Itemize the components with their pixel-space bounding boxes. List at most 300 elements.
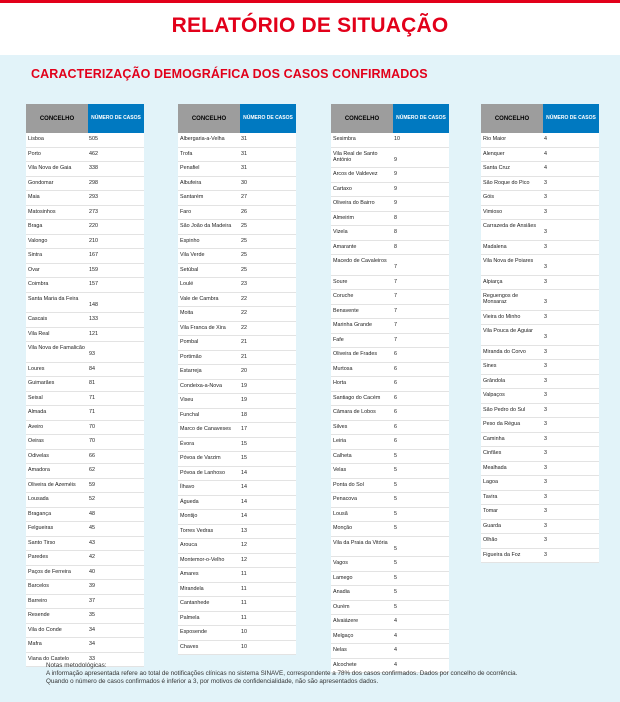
table-header — [481, 104, 599, 133]
table-row — [331, 255, 449, 276]
table-row — [481, 148, 599, 163]
table-row — [178, 235, 296, 250]
concelho-name: Benavente — [333, 307, 359, 314]
concelho-name: Montijo — [180, 513, 198, 519]
concelho-name: Albufeira — [180, 179, 202, 186]
table-row — [178, 568, 296, 583]
case-count: 22 — [241, 310, 247, 316]
table-row — [331, 615, 449, 630]
case-count: 19 — [241, 397, 247, 403]
case-count: 3 — [544, 229, 547, 235]
table-row — [331, 392, 449, 407]
concelho-name: Cinfães — [483, 450, 502, 456]
table-row — [481, 389, 599, 404]
concelho-name: Paredes — [28, 554, 49, 560]
table-row — [331, 644, 449, 659]
concelho-name: Vimioso — [483, 208, 503, 215]
case-count: 7 — [394, 264, 397, 270]
table-row — [178, 380, 296, 395]
table-row — [481, 162, 599, 177]
top-accent-bar — [0, 0, 620, 3]
case-count: 3 — [544, 537, 547, 543]
case-count: 133 — [89, 316, 98, 322]
case-count: 4 — [544, 136, 547, 142]
concelho-name: Almada — [28, 409, 47, 415]
case-count: 3 — [544, 208, 547, 215]
concelho-name: Lousã — [333, 510, 348, 517]
table-row — [26, 551, 144, 566]
case-count: 3 — [544, 363, 547, 369]
table-row — [331, 479, 449, 494]
table-row — [26, 133, 144, 148]
table-row — [331, 183, 449, 198]
concelho-name: Esposende — [180, 629, 207, 635]
table-row — [331, 522, 449, 537]
cases-header: NÚMERO DE CASOS — [393, 104, 449, 133]
concelho-name: Santo Tirso — [28, 539, 56, 546]
case-count: 11 — [241, 571, 247, 577]
concelho-name: Loures — [28, 365, 45, 372]
table-row — [481, 276, 599, 291]
table-row — [26, 580, 144, 595]
table-row — [26, 377, 144, 392]
case-count: 3 — [544, 435, 547, 442]
concelho-name: Loulé — [180, 281, 194, 287]
case-count: 21 — [241, 339, 247, 345]
table-row — [331, 276, 449, 291]
case-count: 17 — [241, 426, 247, 432]
case-count: 5 — [394, 589, 397, 595]
table-body — [26, 133, 144, 667]
case-count: 3 — [544, 179, 547, 186]
concelho-name: Figueira da Foz — [483, 551, 521, 558]
table-row — [481, 133, 599, 148]
concelho-name: Vagos — [333, 560, 348, 566]
table-row — [481, 476, 599, 491]
case-count: 66 — [89, 452, 95, 459]
table-row — [481, 375, 599, 390]
table-row — [481, 255, 599, 276]
table-body — [481, 133, 599, 563]
table-row — [331, 212, 449, 227]
concelho-name: Póvoa de Lanhoso — [180, 469, 225, 476]
cases-table-3 — [331, 104, 449, 673]
table-row — [178, 206, 296, 221]
case-count: 25 — [241, 266, 247, 273]
case-count: 3 — [544, 508, 547, 514]
table-row — [178, 452, 296, 467]
concelho-name: Palmela — [180, 614, 200, 621]
case-count: 6 — [394, 365, 397, 372]
case-count: 5 — [394, 545, 397, 552]
case-count: 14 — [241, 484, 247, 490]
concelho-name: Silves — [333, 423, 348, 430]
concelho-name: Évora — [180, 440, 195, 447]
notes-heading: Notas metodológicas: — [46, 662, 107, 669]
case-count: 31 — [241, 136, 247, 142]
case-count: 298 — [89, 179, 98, 186]
table-row — [331, 630, 449, 645]
case-count: 35 — [89, 612, 95, 618]
table-row — [331, 133, 449, 148]
case-count: 6 — [394, 438, 397, 444]
case-count: 10 — [394, 136, 400, 142]
table-row — [331, 305, 449, 320]
case-count: 27 — [241, 194, 247, 200]
table-row — [178, 612, 296, 627]
table-row — [26, 464, 144, 479]
table-row — [26, 479, 144, 494]
case-count: 52 — [89, 496, 95, 502]
case-count: 220 — [89, 223, 98, 229]
case-count: 25 — [241, 223, 247, 229]
table-row — [178, 583, 296, 598]
cases-table-1 — [26, 104, 144, 667]
concelho-name: Macedo de Cavaleiros — [333, 258, 387, 264]
table-row — [26, 566, 144, 581]
concelho-name: Seixal — [28, 394, 43, 401]
table-row — [481, 491, 599, 506]
case-count: 70 — [89, 423, 95, 430]
case-count: 3 — [544, 299, 547, 305]
concelho-name: Melgaço — [333, 632, 354, 639]
concelho-name: Odivelas — [28, 452, 49, 459]
table-row — [26, 595, 144, 610]
table-row — [26, 450, 144, 465]
concelho-name: Arcos de Valdevez — [333, 171, 378, 177]
case-count: 3 — [544, 278, 547, 285]
table-row — [331, 168, 449, 183]
case-count: 14 — [241, 469, 247, 476]
case-count: 4 — [394, 661, 397, 668]
concelho-header: CONCELHO — [26, 104, 88, 133]
table-header — [26, 104, 144, 133]
concelho-name: Coruche — [333, 293, 354, 299]
concelho-name: Paços de Ferreira — [28, 568, 71, 575]
notes-line: A informação apresentada refere ao total de notificações clínicas no sistema SINAVE, correspondente a 78% dos casos confirmados. Dados por concelho de ocorrência. — [46, 670, 518, 678]
concelho-name: Reguengos de Monsaraz — [483, 293, 519, 306]
case-count: 25 — [241, 237, 247, 244]
table-row — [481, 549, 599, 564]
table-row — [481, 311, 599, 326]
concelho-name: Braga — [28, 223, 43, 229]
table-row — [481, 177, 599, 192]
table-row — [331, 334, 449, 349]
concelho-header: CONCELHO — [331, 104, 393, 133]
case-count: 5 — [394, 574, 397, 581]
cases-table-2 — [178, 104, 296, 655]
concelho-name: Cartaxo — [333, 185, 352, 192]
case-count: 8 — [394, 243, 397, 250]
concelho-name: Anadia — [333, 589, 350, 595]
concelho-name: Lamego — [333, 574, 353, 581]
table-row — [26, 624, 144, 639]
concelho-name: Cascais — [28, 316, 48, 322]
case-count: 157 — [89, 281, 98, 287]
table-row — [26, 148, 144, 163]
table-row — [178, 148, 296, 163]
concelho-name: Mirandela — [180, 585, 204, 592]
table-row — [481, 360, 599, 375]
table-row — [178, 249, 296, 264]
case-count: 3 — [544, 264, 547, 270]
concelho-name: Póvoa de Varzim — [180, 455, 221, 461]
case-count: 43 — [89, 539, 95, 546]
table-header — [331, 104, 449, 133]
case-count: 71 — [89, 409, 95, 415]
concelho-name: Chaves — [180, 643, 199, 650]
case-count: 37 — [89, 597, 95, 604]
case-count: 3 — [544, 348, 547, 355]
table-row — [331, 435, 449, 450]
concelho-name: Resende — [28, 612, 50, 618]
case-count: 62 — [89, 467, 95, 473]
table-row — [481, 220, 599, 241]
section-subtitle: CARACTERIZAÇÃO DEMOGRÁFICA DOS CASOS CONFIRMADOS — [31, 67, 428, 81]
case-count: 8 — [394, 229, 397, 235]
case-count: 15 — [241, 440, 247, 447]
case-count: 5 — [394, 496, 397, 502]
case-count: 3 — [544, 421, 547, 427]
table-row — [178, 278, 296, 293]
case-count: 31 — [241, 165, 247, 171]
case-count: 34 — [89, 626, 95, 633]
table-row — [481, 241, 599, 256]
case-count: 167 — [89, 252, 98, 258]
case-count: 59 — [89, 481, 95, 488]
table-row — [178, 365, 296, 380]
table-row — [481, 325, 599, 346]
case-count: 5 — [394, 603, 397, 610]
concelho-name: Grândola — [483, 377, 506, 384]
case-count: 71 — [89, 394, 95, 401]
concelho-name: Amarante — [333, 243, 357, 250]
table-row — [331, 406, 449, 421]
case-count: 7 — [394, 322, 397, 328]
concelho-name: Fafe — [333, 336, 344, 343]
concelho-name: Oliveira de Azeméis — [28, 481, 76, 488]
concelho-name: Santa Cruz — [483, 165, 510, 171]
table-row — [26, 406, 144, 421]
case-count: 6 — [394, 423, 397, 430]
case-count: 3 — [544, 450, 547, 456]
concelho-name: Carrazeda de Ansiães — [483, 223, 537, 229]
table-row — [26, 435, 144, 450]
case-count: 22 — [241, 295, 247, 302]
case-count: 3 — [544, 551, 547, 558]
case-count: 9 — [394, 185, 397, 192]
concelho-name: Ílhavo — [180, 484, 195, 490]
case-count: 45 — [89, 525, 95, 531]
table-row — [481, 418, 599, 433]
concelho-name: Góis — [483, 194, 495, 200]
table-row — [481, 447, 599, 462]
case-count: 6 — [394, 351, 397, 357]
case-count: 3 — [544, 392, 547, 398]
notes-line: Quando o número de casos confirmados é inferior a 3, por motivos de confidencialidade, não são apresentados dados. — [46, 678, 379, 686]
table-row — [481, 520, 599, 535]
table-row — [331, 290, 449, 305]
table-row — [26, 177, 144, 192]
concelho-name: Vizela — [333, 229, 348, 235]
concelho-name: Vila Nova de Famalicão — [28, 345, 85, 351]
case-count: 7 — [394, 307, 397, 314]
table-row — [481, 404, 599, 419]
case-count: 9 — [394, 156, 397, 163]
case-count: 26 — [241, 208, 247, 215]
table-row — [178, 539, 296, 554]
table-row — [26, 342, 144, 363]
table-row — [331, 377, 449, 392]
concelho-name: Vila da Praia da Vitória — [333, 539, 388, 546]
case-count: 3 — [544, 406, 547, 413]
case-count: 31 — [241, 150, 247, 157]
case-count: 4 — [544, 165, 547, 171]
case-count: 148 — [89, 301, 98, 308]
concelho-name: São João da Madeira — [180, 223, 232, 229]
table-row — [26, 206, 144, 221]
table-row — [331, 572, 449, 587]
case-count: 20 — [241, 368, 247, 374]
case-count: 84 — [89, 365, 95, 372]
case-count: 15 — [241, 455, 247, 461]
table-row — [178, 394, 296, 409]
concelho-name: Faro — [180, 208, 192, 215]
case-count: 505 — [89, 136, 98, 142]
table-header — [178, 104, 296, 133]
table-row — [26, 235, 144, 250]
concelho-name: Felgueiras — [28, 525, 54, 531]
concelho-name: Trofa — [180, 150, 193, 157]
concelho-name: Oliveira do Bairro — [333, 200, 375, 206]
case-count: 34 — [89, 641, 95, 647]
table-row — [481, 534, 599, 549]
case-count: 4 — [394, 632, 397, 639]
concelho-name: Sines — [483, 363, 497, 369]
table-row — [26, 493, 144, 508]
concelho-name: Vila Real de Santo António — [333, 150, 378, 163]
case-count: 3 — [544, 479, 547, 485]
table-row — [178, 409, 296, 424]
table-row — [331, 148, 449, 169]
concelho-name: Rio Maior — [483, 136, 507, 142]
concelho-name: Vila Verde — [180, 252, 205, 258]
concelho-name: Vila Nova de Gaia — [28, 165, 72, 171]
case-count: 210 — [89, 237, 98, 244]
case-count: 293 — [89, 194, 98, 200]
case-count: 338 — [89, 165, 98, 171]
concelho-name: Gondomar — [28, 179, 54, 186]
case-count: 4 — [394, 618, 397, 624]
concelho-name: Coimbra — [28, 281, 49, 287]
table-row — [178, 496, 296, 511]
case-count: 33 — [89, 655, 95, 662]
table-row — [26, 191, 144, 206]
table-row — [26, 328, 144, 343]
case-count: 5 — [394, 452, 397, 459]
case-count: 11 — [241, 600, 247, 606]
case-count: 9 — [394, 171, 397, 177]
concelho-name: Barcelos — [28, 583, 49, 589]
concelho-name: Alenquer — [483, 150, 505, 157]
table-row — [26, 537, 144, 552]
table-row — [178, 177, 296, 192]
table-row — [26, 162, 144, 177]
table-row — [331, 421, 449, 436]
concelho-name: Vieira do Minho — [483, 313, 521, 320]
table-row — [178, 554, 296, 569]
case-count: 30 — [241, 179, 247, 186]
case-count: 70 — [89, 438, 95, 444]
concelho-name: Albergaria-a-Velha — [180, 136, 225, 142]
concelho-name: Valongo — [28, 237, 48, 244]
concelho-name: Miranda do Corvo — [483, 348, 526, 355]
case-count: 4 — [394, 647, 397, 653]
concelho-name: Amares — [180, 571, 199, 577]
concelho-name: Maia — [28, 194, 40, 200]
concelho-name: Lagoa — [483, 479, 498, 485]
table-row — [481, 505, 599, 520]
concelho-name: Horta — [333, 380, 347, 386]
concelho-name: Alvaiázere — [333, 618, 359, 624]
concelho-name: Leiria — [333, 438, 347, 444]
concelho-name: Vila Nova de Poiares — [483, 258, 534, 264]
concelho-name: Pombal — [180, 339, 199, 345]
case-count: 10 — [241, 629, 247, 635]
case-count: 8 — [394, 214, 397, 221]
page-title: RELATÓRIO DE SITUAÇÃO — [171, 14, 449, 37]
concelho-name: Espinho — [180, 237, 200, 244]
case-count: 42 — [89, 554, 95, 560]
table-row — [331, 241, 449, 256]
concelho-name: Sintra — [28, 252, 43, 258]
case-count: 14 — [241, 513, 247, 519]
concelho-name: Câmara de Lobos — [333, 409, 376, 415]
cases-header: NÚMERO DE CASOS — [240, 104, 296, 133]
table-body — [178, 133, 296, 655]
concelho-name: Arouca — [180, 542, 198, 548]
cases-table-4 — [481, 104, 599, 563]
concelho-header: CONCELHO — [481, 104, 543, 133]
concelho-name: Olhão — [483, 537, 498, 543]
table-row — [178, 162, 296, 177]
table-row — [178, 351, 296, 366]
table-row — [178, 220, 296, 235]
table-row — [26, 421, 144, 436]
concelho-name: Porto — [28, 150, 41, 157]
case-count: 23 — [241, 281, 247, 287]
table-row — [331, 363, 449, 378]
concelho-name: Lousada — [28, 496, 49, 502]
concelho-name: Torres Vedras — [180, 527, 214, 534]
table-row — [178, 336, 296, 351]
table-row — [26, 638, 144, 653]
concelho-name: Estarreja — [180, 368, 202, 374]
case-count: 7 — [394, 278, 397, 285]
concelho-name: Santarém — [180, 194, 204, 200]
concelho-name: Calheta — [333, 452, 352, 459]
concelho-name: Condeixa-a-Nova — [180, 382, 222, 389]
concelho-name: Caminha — [483, 435, 505, 442]
concelho-name: Ponta do Sol — [333, 481, 364, 488]
case-count: 11 — [241, 585, 247, 592]
table-row — [331, 508, 449, 523]
concelho-name: Santa Maria da Feira — [28, 295, 79, 302]
concelho-name: Ovar — [28, 266, 40, 273]
concelho-name: Mealhada — [483, 464, 507, 471]
table-row — [178, 525, 296, 540]
case-count: 5 — [394, 467, 397, 473]
